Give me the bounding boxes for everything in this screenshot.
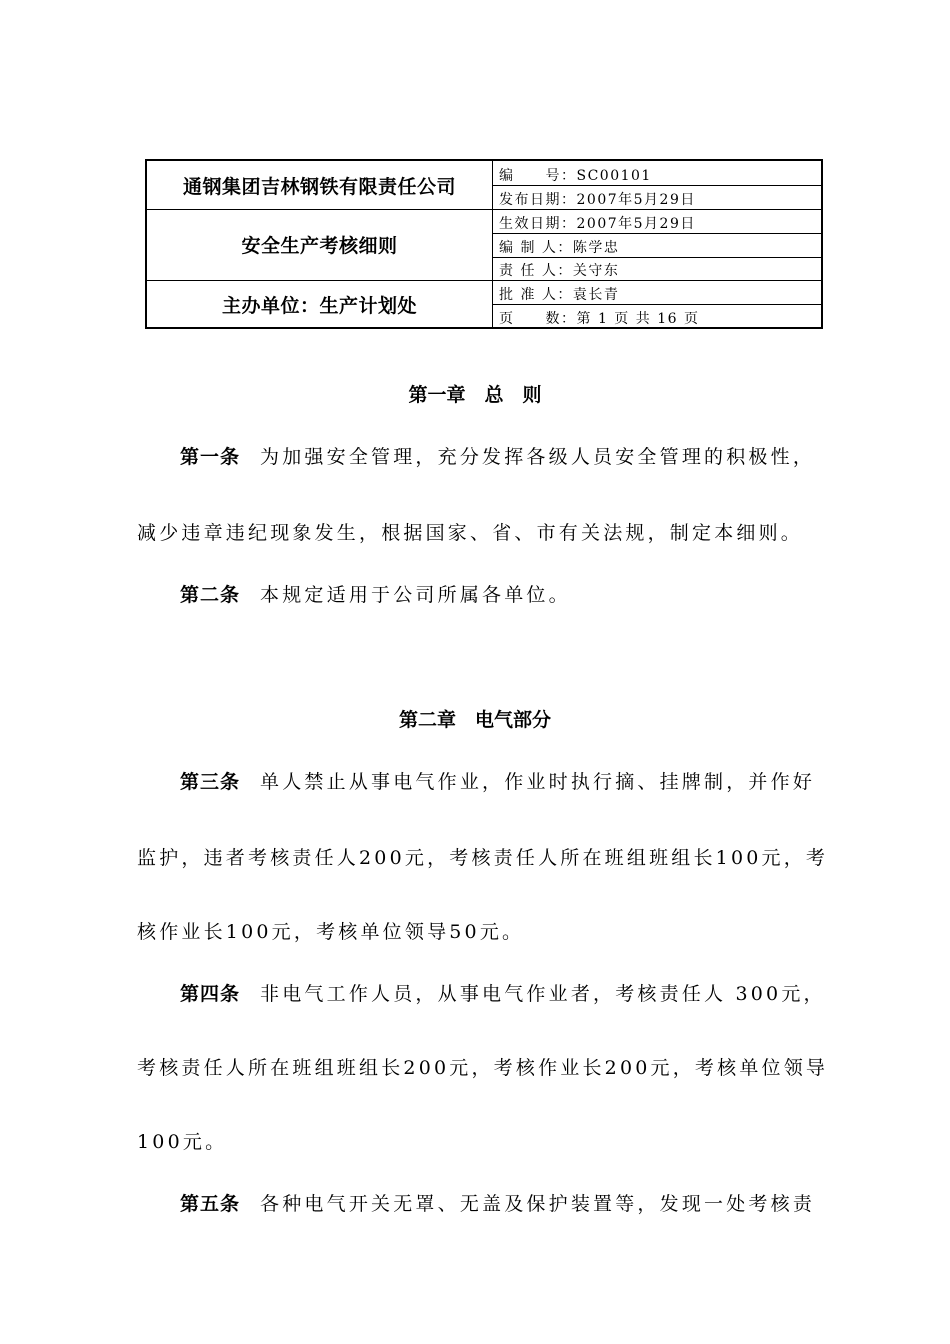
article-first-line [180, 442, 815, 469]
host-unit: 主办单位：生产计划处 [221, 295, 417, 317]
divider [492, 304, 821, 305]
company-name: 通钢集团吉林钢铁有限责任公司 [182, 175, 456, 198]
article-label: 第二条 [180, 584, 241, 606]
article-text: 各种电气开关无罩、无盖及保护装置等，发现一处考核责 [260, 1193, 816, 1215]
effective-date: 生效日期：2007年5月29日 [499, 216, 696, 232]
page-count: 页 数：第 1 页 共 16 页 [499, 311, 700, 327]
doc-number: 编 号：SC00101 [499, 168, 652, 184]
article-text-line: 核作业长100元，考核单位领导50元。 [137, 921, 525, 943]
article-text: 本规定适用于公司所属各单位。 [260, 584, 571, 606]
divider [492, 185, 821, 186]
article-text-line: 监护，违者考核责任人200元，考核责任人所在班组班组长100元，考 [137, 847, 829, 869]
divider [492, 257, 821, 258]
compiler: 编 制 人：陈学忠 [499, 240, 620, 256]
article-text: 为加强安全管理，充分发挥各级人员安全管理的积极性， [260, 446, 816, 468]
article-first-line [180, 1189, 815, 1216]
article-first-line [180, 580, 571, 607]
article-label: 第五条 [180, 1193, 241, 1215]
article-label: 第一条 [180, 446, 241, 468]
article-label: 第三条 [180, 771, 241, 793]
article-first-line [180, 979, 826, 1006]
article-text: 单人禁止从事电气作业，作业时执行摘、挂牌制，并作好 [260, 771, 816, 793]
approver: 批 准 人：袁长青 [499, 287, 620, 303]
document-title: 安全生产考核细则 [241, 235, 398, 257]
publish-date: 发布日期：2007年5月29日 [499, 192, 696, 208]
article-text: 非电气工作人员，从事电气作业者，考核责任人 300元， [260, 983, 826, 1005]
article-label: 第四条 [180, 983, 241, 1005]
article-text-line: 100元。 [137, 1131, 228, 1153]
responsible-person: 责 任 人：关守东 [499, 263, 620, 279]
article-first-line [180, 767, 815, 794]
divider [492, 233, 821, 234]
article-text-line: 考核责任人所在班组班组长200元，考核作业长200元，考核单位领导 [137, 1057, 829, 1079]
document-header-table [145, 159, 823, 329]
article-text-line: 减少违章违纪现象发生，根据国家、省、市有关法规，制定本细则。 [137, 522, 804, 544]
divider [492, 209, 821, 210]
chapter-heading: 第二章 电气部分 [398, 709, 551, 731]
chapter-heading: 第一章 总 则 [408, 384, 542, 406]
divider [492, 280, 821, 281]
